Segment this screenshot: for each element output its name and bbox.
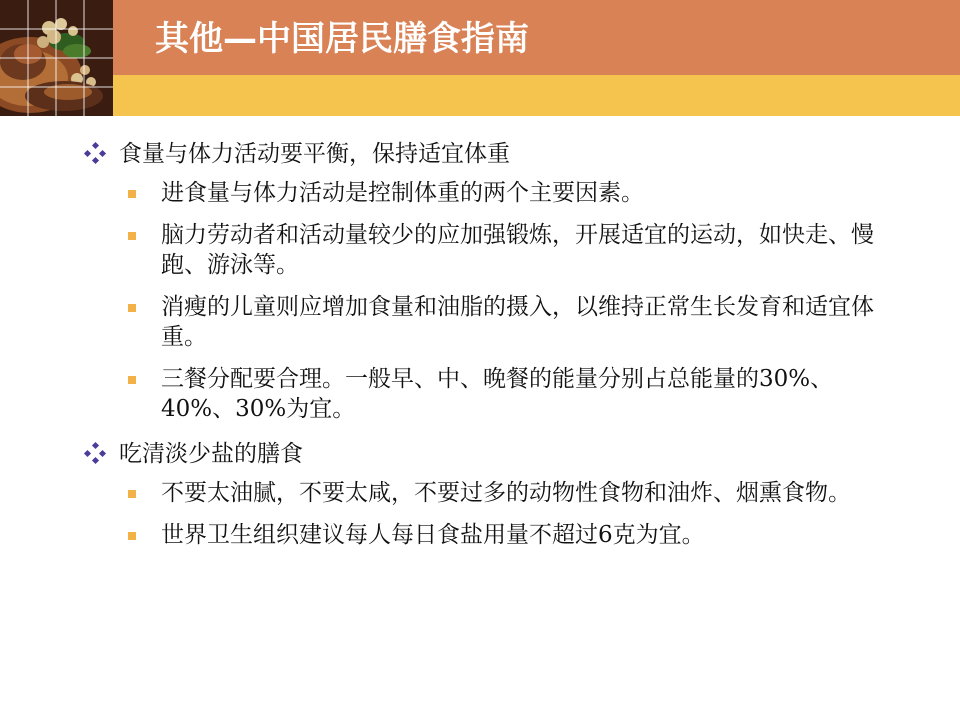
square-bullet-icon [128, 304, 136, 312]
list-item [128, 292, 893, 352]
slide-content [83, 138, 893, 562]
list-item-text: 进食量与体力活动是控制体重的两个主要因素。 [161, 180, 644, 206]
list-item-text: 三餐分配要合理。一般早、中、晚餐的能量分别占总能量的30%、40%、30%为宜。 [161, 366, 834, 422]
section-items-light-salt-diet [83, 478, 893, 550]
section-light-salt-diet [83, 438, 893, 550]
square-bullet-icon [128, 232, 136, 240]
list-item-text: 脑力劳动者和活动量较少的应加强锻炼，开展适宜的运动，如快走、慢跑、游泳等。 [161, 222, 874, 278]
section-heading-light-salt-diet [83, 438, 893, 470]
section-heading-activity-balance [83, 138, 893, 170]
section-items-activity-balance [83, 178, 893, 424]
square-bullet-icon [128, 376, 136, 384]
diamond-quad-bullet-icon [83, 141, 107, 165]
square-bullet-icon [128, 490, 136, 498]
list-item [128, 220, 893, 280]
food-dish-photo [0, 0, 113, 116]
diamond-quad-bullet-icon [83, 441, 107, 465]
square-bullet-icon [128, 532, 136, 540]
list-item-text: 世界卫生组织建议每人每日食盐用量不超过6克为宜。 [161, 522, 705, 548]
accent-band [0, 75, 960, 116]
section-activity-balance [83, 138, 893, 424]
list-item-text: 消瘦的儿童则应增加食量和油脂的摄入，以维持正常生长发育和适宜体重。 [161, 294, 874, 350]
section-heading-text: 食量与体力活动要平衡，保持适宜体重 [119, 141, 510, 167]
food-dish-illustration [0, 0, 113, 116]
list-item [128, 478, 893, 508]
list-item-text: 不要太油腻，不要太咸，不要过多的动物性食物和油炸、烟熏食物。 [161, 480, 851, 506]
list-item [128, 364, 893, 424]
list-item [128, 520, 893, 550]
square-bullet-icon [128, 190, 136, 198]
list-item [128, 178, 893, 208]
section-heading-text: 吃清淡少盐的膳食 [119, 441, 303, 467]
slide-title: 其他—中国居民膳食指南 [155, 19, 529, 59]
